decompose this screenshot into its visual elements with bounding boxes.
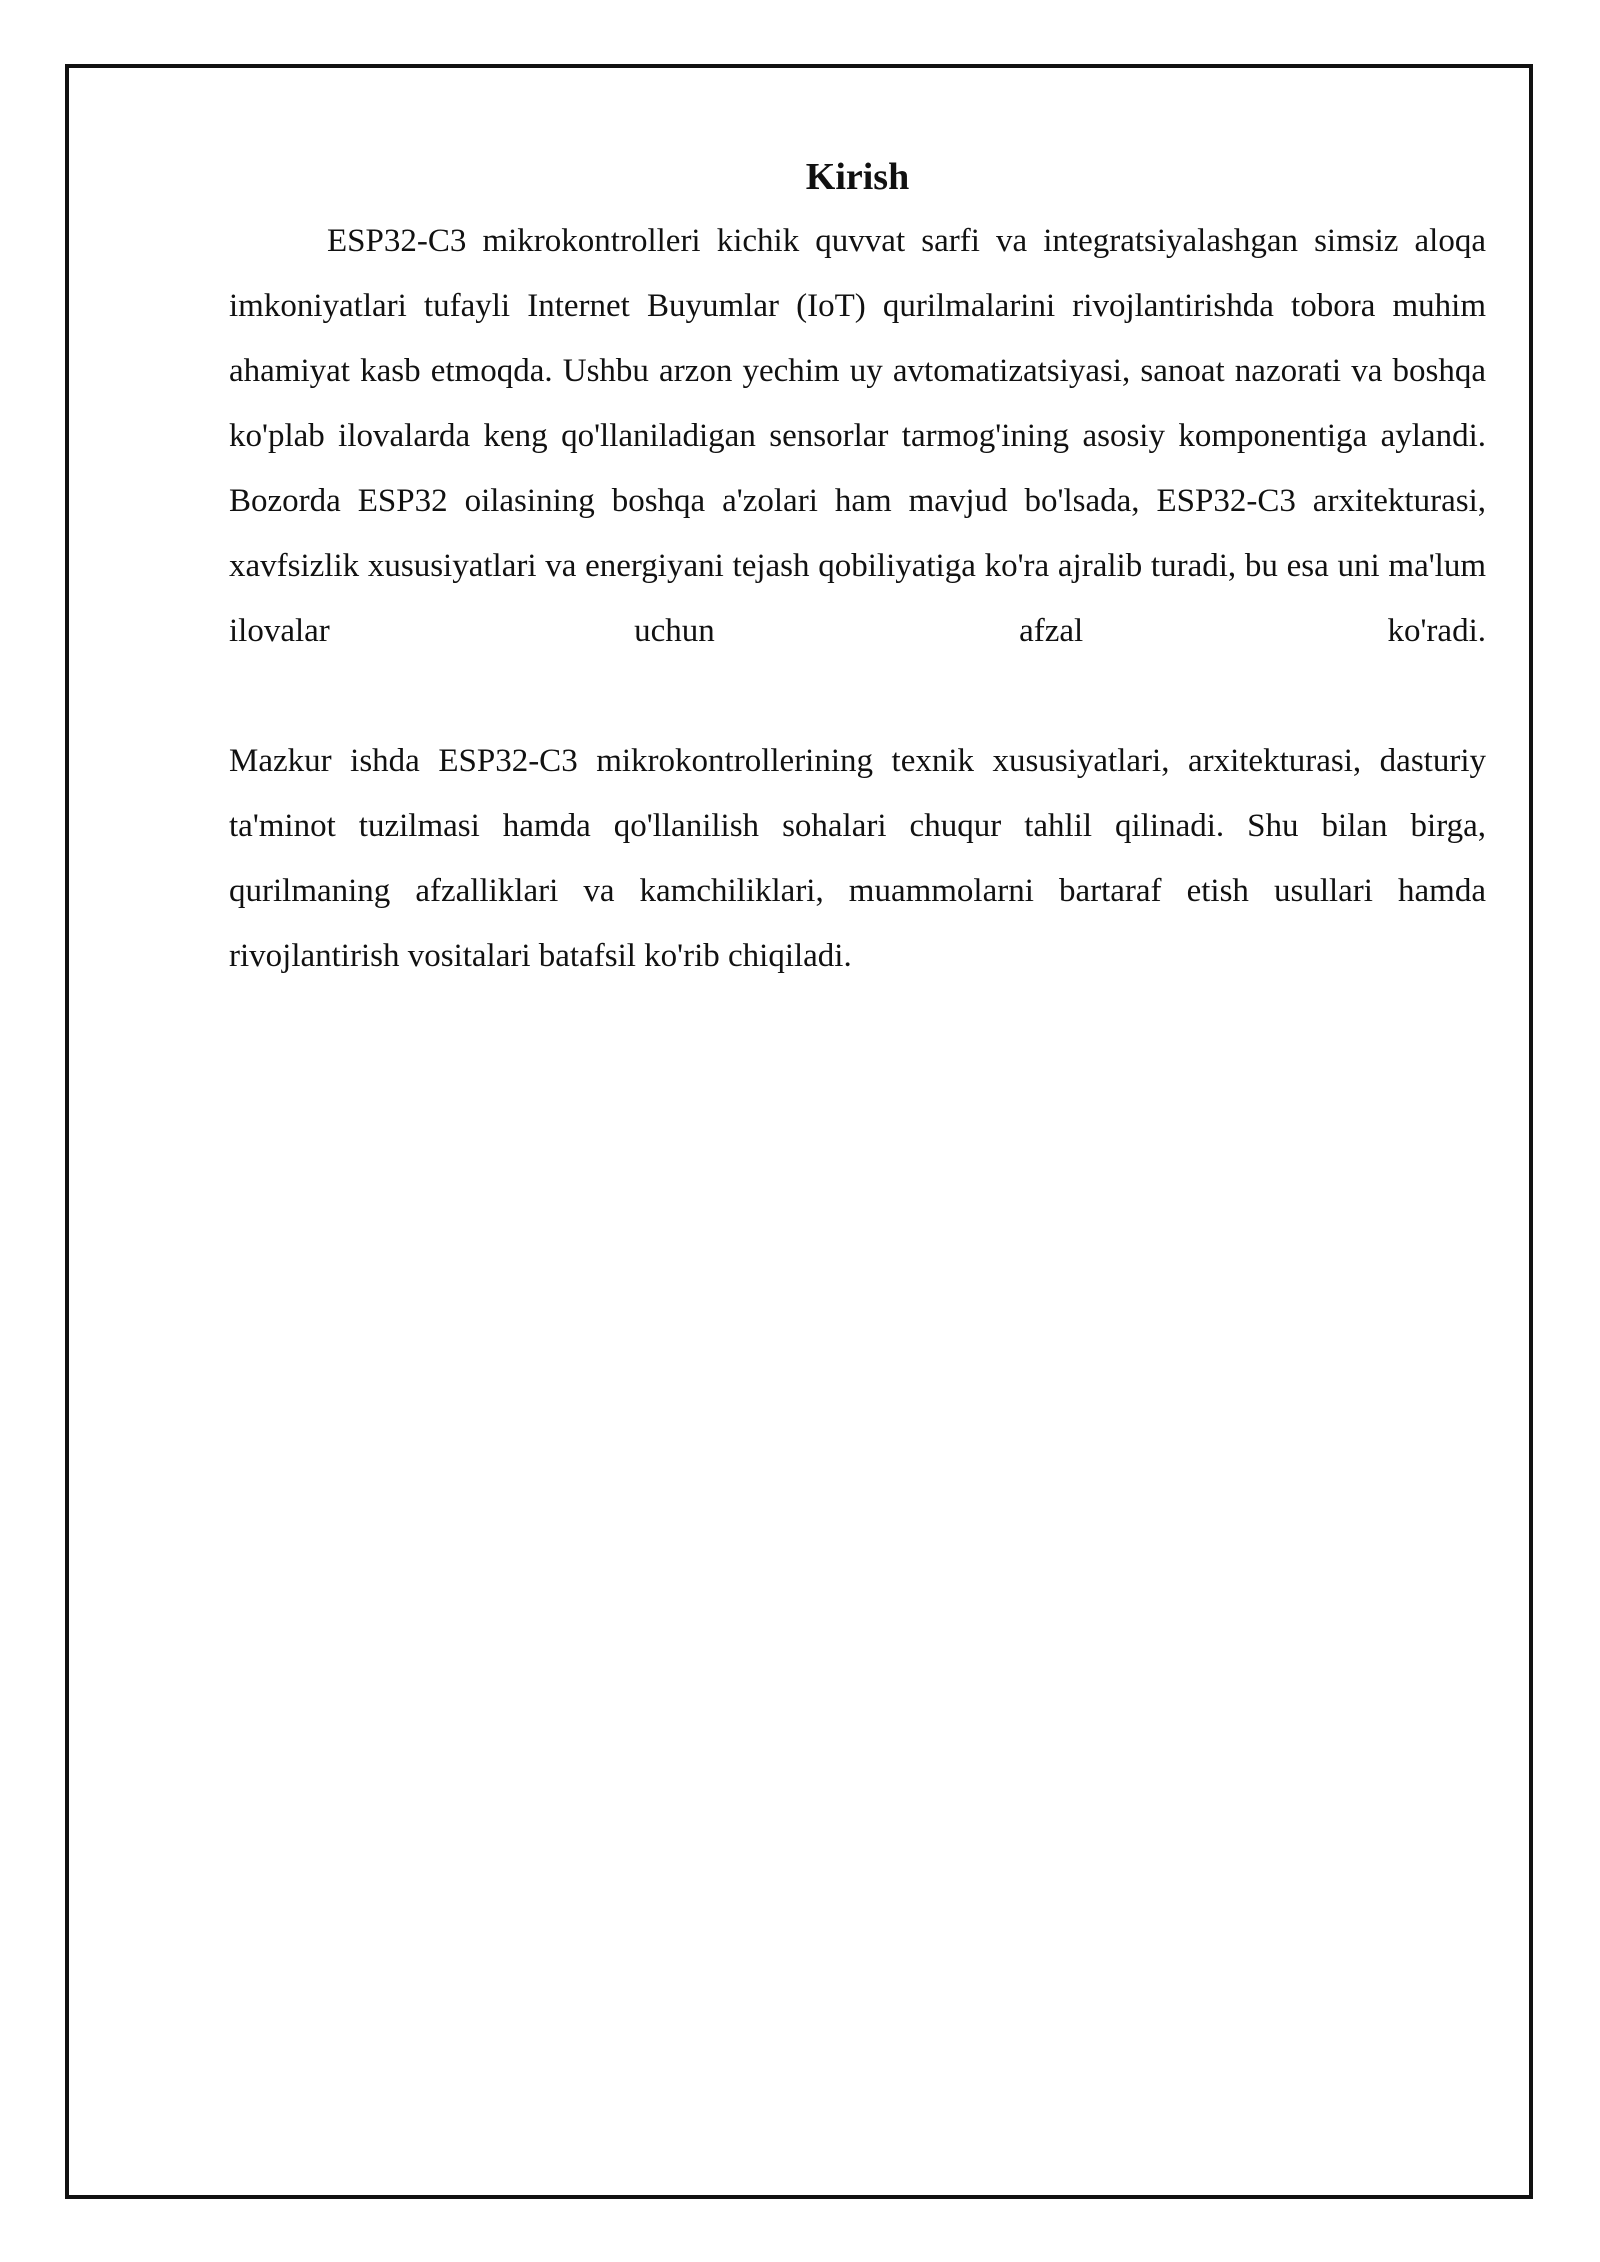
paragraph-scope: Mazkur ishda ESP32-C3 mikrokontrollerining texnik xususiyatlari, arxitekturasi, dasturiy ta'minot tuzilmasi hamda qo'llanilish sohalari chuqur tahlil qilinadi. Shu bilan birga, qurilmaning afzalliklari va kamchiliklari, muammolarni bartaraf etish usullari hamda rivojlantirish vositalari batafsil ko'rib chiqiladi.: [229, 743, 1486, 974]
document-body: [229, 145, 1486, 989]
paragraph-intro: ESP32-C3 mikrokontrolleri kichik quvvat sarfi va integratsiyalashgan simsiz aloqa imkoniyatlari tufayli Internet Buyumlar (IoT) qurilmalarini rivojlantirishda tobora muhim ahamiyat kasb etmoqda. Ushbu arzon yechim uy avtomatizatsiyasi, sanoat nazorati va boshqa ko'plab ilovalarda keng qo'llaniladigan sensorlar tarmog'ining asosiy komponentiga aylandi. Bozorda ESP32 oilasining boshqa a'zolari ham mavjud bo'lsada, ESP32-C3 arxitekturasi, xavfsizlik xususiyatlari va energiyani tejash qobiliyatiga ko'ra ajralib turadi, bu esa uni ma'lum ilovalar uchun afzal ko'radi.: [229, 223, 1486, 649]
document-title: Kirish: [805, 156, 910, 198]
paragraph-gap: [229, 664, 1486, 729]
